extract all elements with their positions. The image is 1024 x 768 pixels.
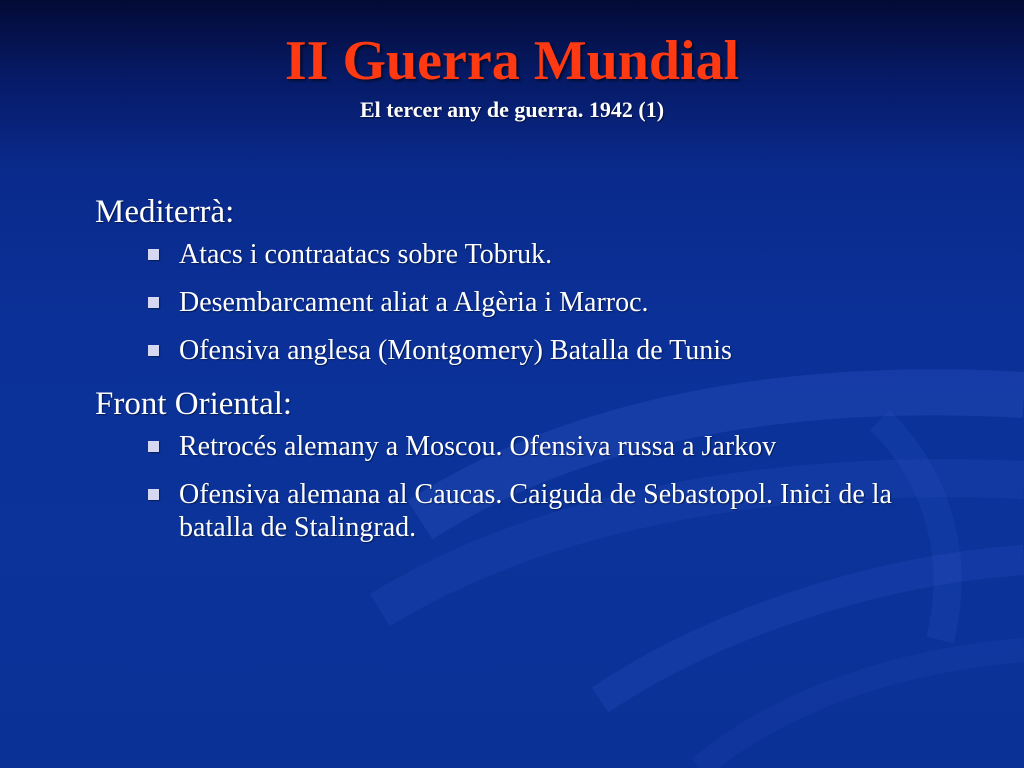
bullet-list <box>95 238 955 367</box>
square-bullet-icon <box>148 345 159 356</box>
section-heading: Front Oriental: <box>95 386 293 422</box>
list-item-text: Ofensiva anglesa (Montgomery) Batalla de Tunis <box>179 335 732 366</box>
section-heading: Mediterrà: <box>95 194 235 230</box>
section-eastern-front <box>95 382 955 544</box>
square-bullet-icon <box>148 489 159 500</box>
slide-subtitle: El tercer any de guerra. 1942 (1) <box>359 97 665 122</box>
list-item <box>95 286 955 319</box>
section-mediterranean <box>95 190 955 367</box>
square-bullet-icon <box>148 297 159 308</box>
bullet-list <box>95 430 955 544</box>
square-bullet-icon <box>148 441 159 452</box>
list-item-text: Atacs i contraatacs sobre Tobruk. <box>179 239 553 270</box>
list-item <box>95 478 955 544</box>
slide-title: II Guerra Mundial <box>284 30 740 92</box>
square-bullet-icon <box>148 249 159 260</box>
list-item <box>95 238 955 271</box>
list-item <box>95 430 955 463</box>
list-item-text: Ofensiva alemana al Caucas. Caiguda de Sebastopol. Inici de la batalla de Stalingrad. <box>179 479 892 543</box>
list-item-text: Desembarcament aliat a Algèria i Marroc. <box>179 287 649 318</box>
list-item-text: Retrocés alemany a Moscou. Ofensiva russa a Jarkov <box>179 431 777 462</box>
slide-content <box>95 190 955 559</box>
list-item <box>95 334 955 367</box>
